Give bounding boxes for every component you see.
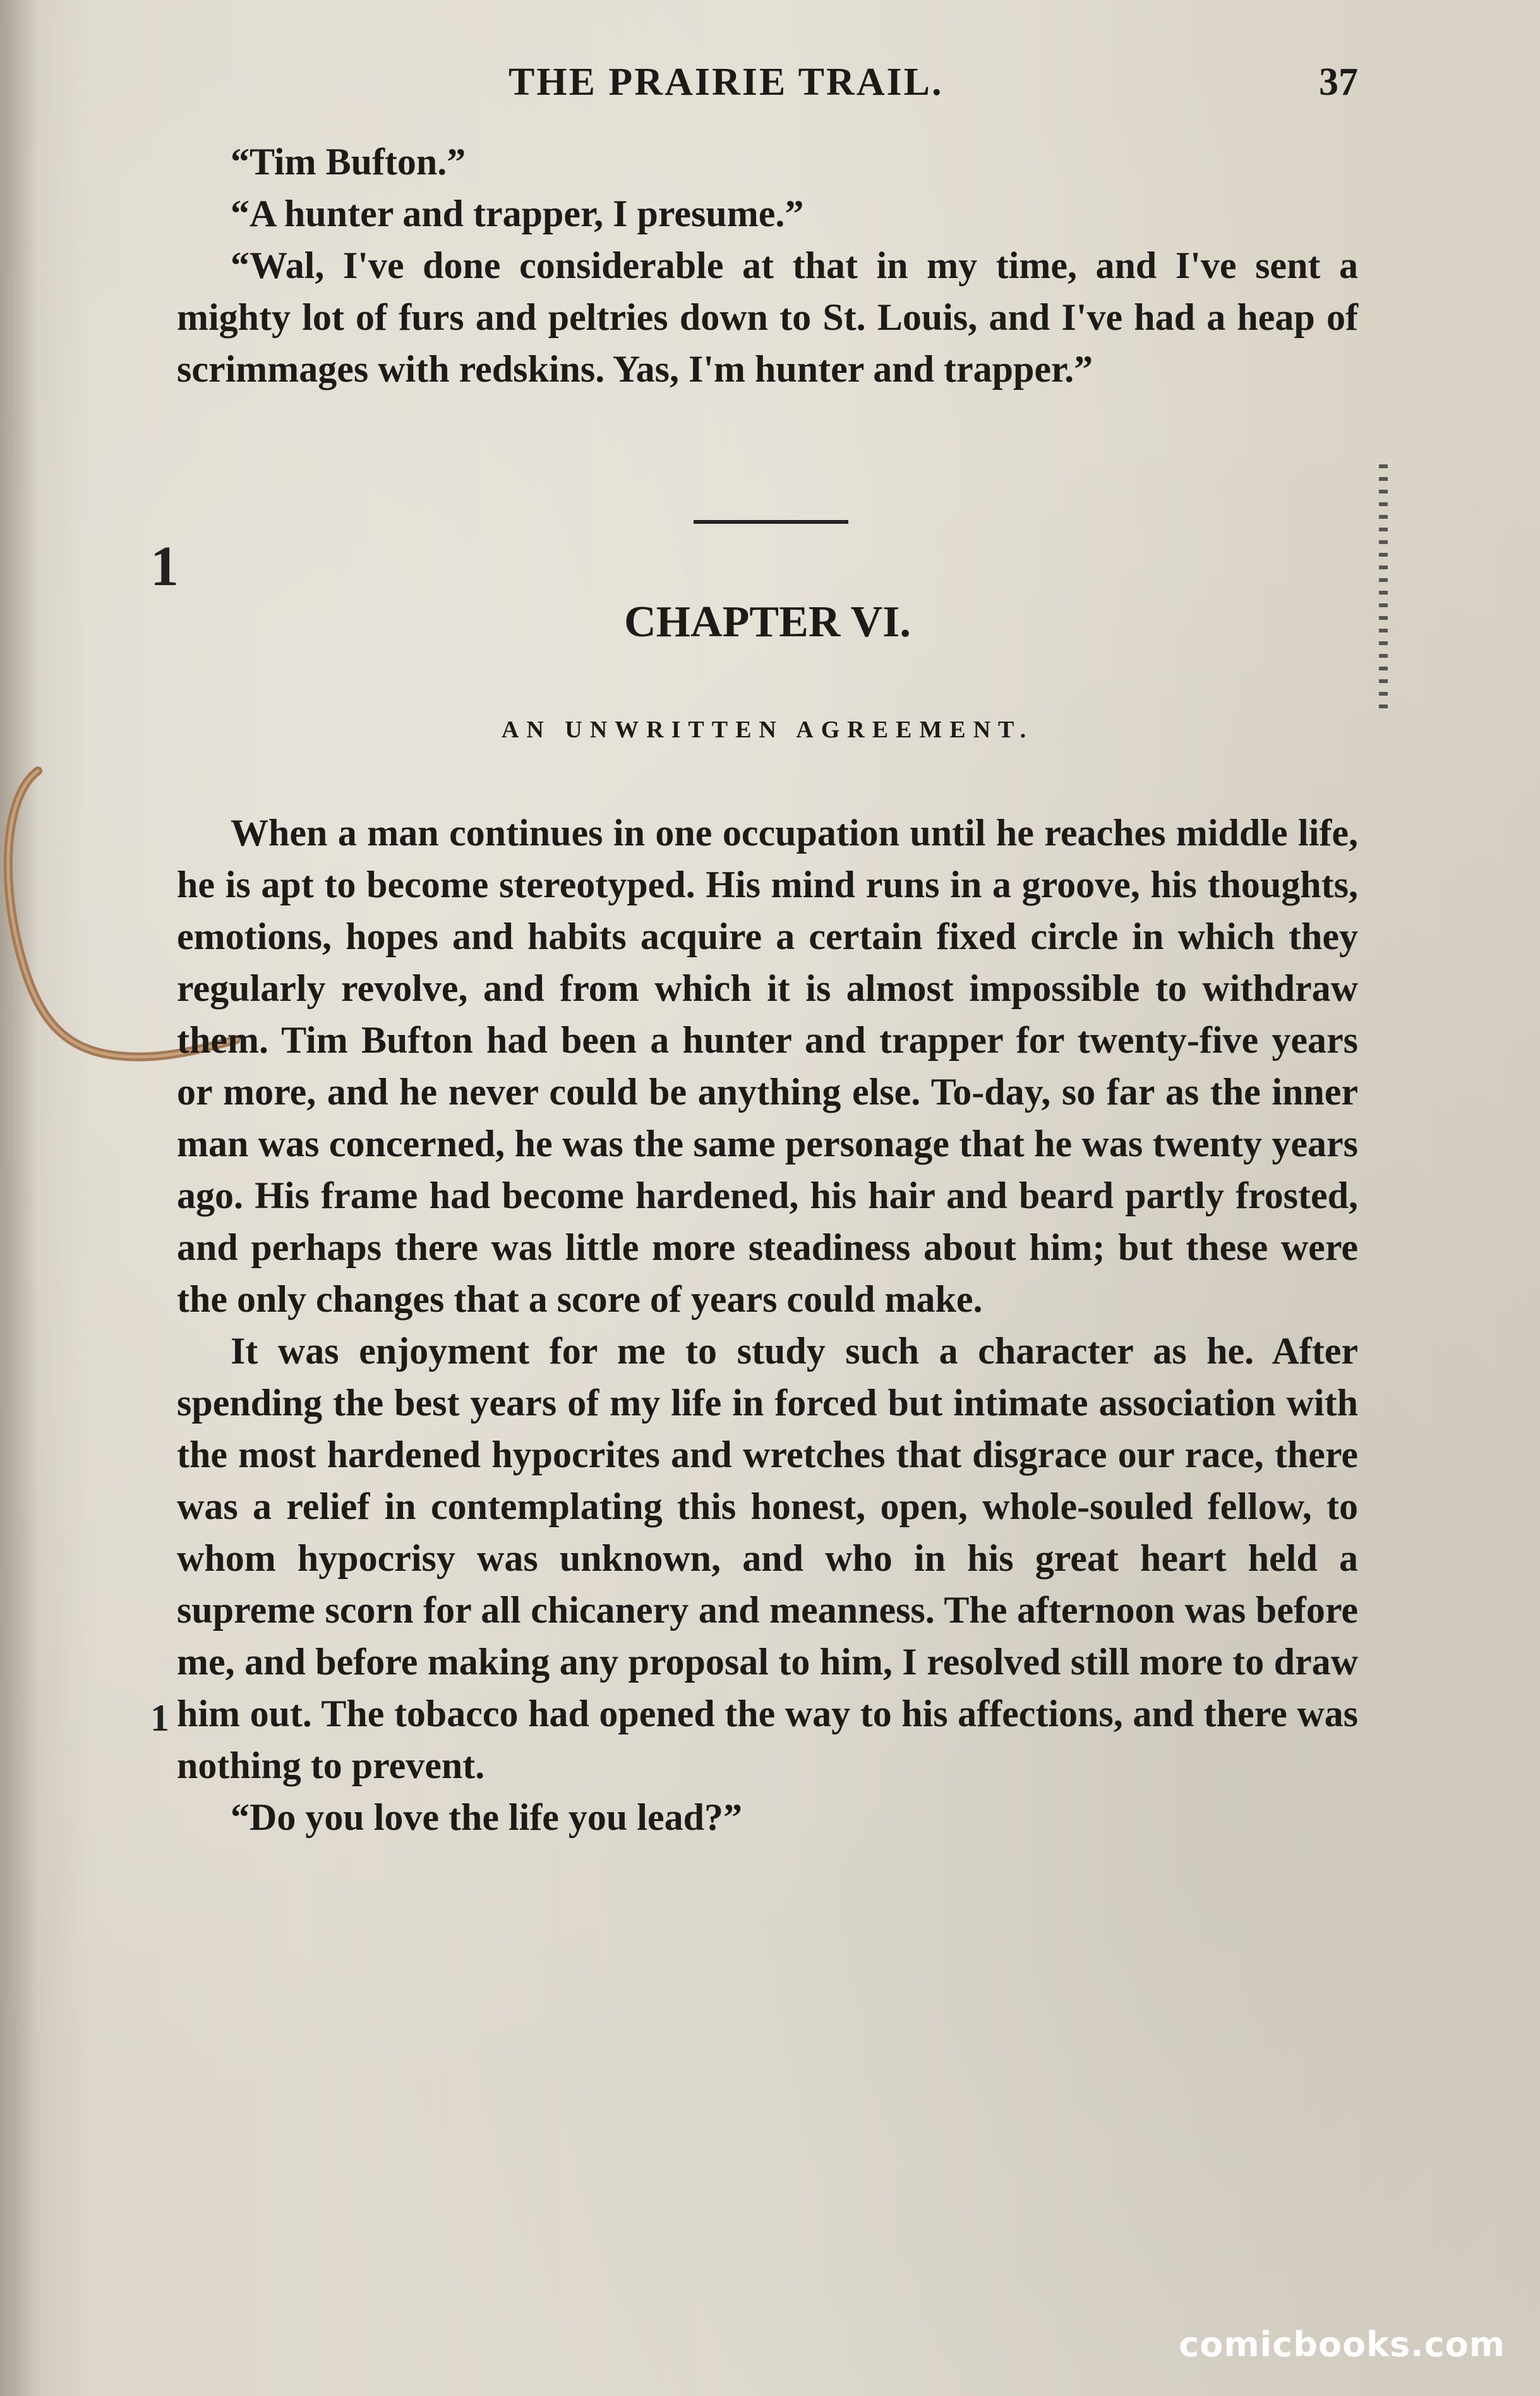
paragraph: “Tim Bufton.” bbox=[231, 141, 466, 183]
margin-mark: 1 bbox=[150, 535, 179, 598]
margin-mark: 1 bbox=[150, 1697, 169, 1739]
paragraph: It was enjoyment for me to study such a character as he. After spending the best years of my life in forced but intimate association with the most hardened hypocrites and wretches that disgrace our race, there was a relief in contemplating this honest, open, whole-souled fellow, to whom hypocrisy was unknown, and who in his great heart held a supreme scorn for all chicanery and meanness. The afternoon was before me, and before making any proposal to him, I resolved still more to draw him out. The tobacco had opened the way to his affections, and there was nothing to prevent. bbox=[177, 1330, 1358, 1786]
paragraph: When a man continues in one occupation until he reaches middle life, he is apt to become stereotyped. His mind runs in a groove, his thoughts, emotions, hopes and habits acquire a certain fixed circle in which they regularly revolve, and from which it is almost impossible to withdraw them. Tim Bufton had been a hunter and trapper for twenty-five years or more, and he never could be anything else. To-day, so far as the inner man was concerned, he was the same personage that he was twenty years ago. His frame had become hardened, his hair and beard partly frosted, and perhaps there was little more steadiness about him; but these were the only changes that a score of years could make. bbox=[177, 812, 1358, 1320]
page-header bbox=[177, 60, 1358, 117]
watermark: comicbooks.com bbox=[1179, 2325, 1505, 2364]
chapter-title: CHAPTER VI. bbox=[624, 598, 911, 646]
paragraph: “A hunter and trapper, I presume.” bbox=[231, 193, 804, 234]
running-title: THE PRAIRIE TRAIL. bbox=[508, 61, 944, 104]
chapter-body bbox=[177, 807, 1358, 1843]
dialogue-block bbox=[177, 136, 1358, 395]
margin-dotted-rule bbox=[1379, 464, 1388, 711]
paragraph: “Wal, I've done considerable at that in my time, and I've sent a mighty lot of furs and peltries down to St. Louis, and I've had a heap of scrimmages with redskins. Yas, I'm hunter and trapper.” bbox=[177, 245, 1358, 390]
paragraph: “Do you love the life you lead?” bbox=[231, 1796, 742, 1838]
section-divider bbox=[694, 520, 848, 524]
chapter-subtitle: AN UNWRITTEN AGREEMENT. bbox=[501, 717, 1034, 743]
page-edge-shadow bbox=[0, 0, 38, 2396]
page-number: 37 bbox=[1319, 61, 1358, 104]
